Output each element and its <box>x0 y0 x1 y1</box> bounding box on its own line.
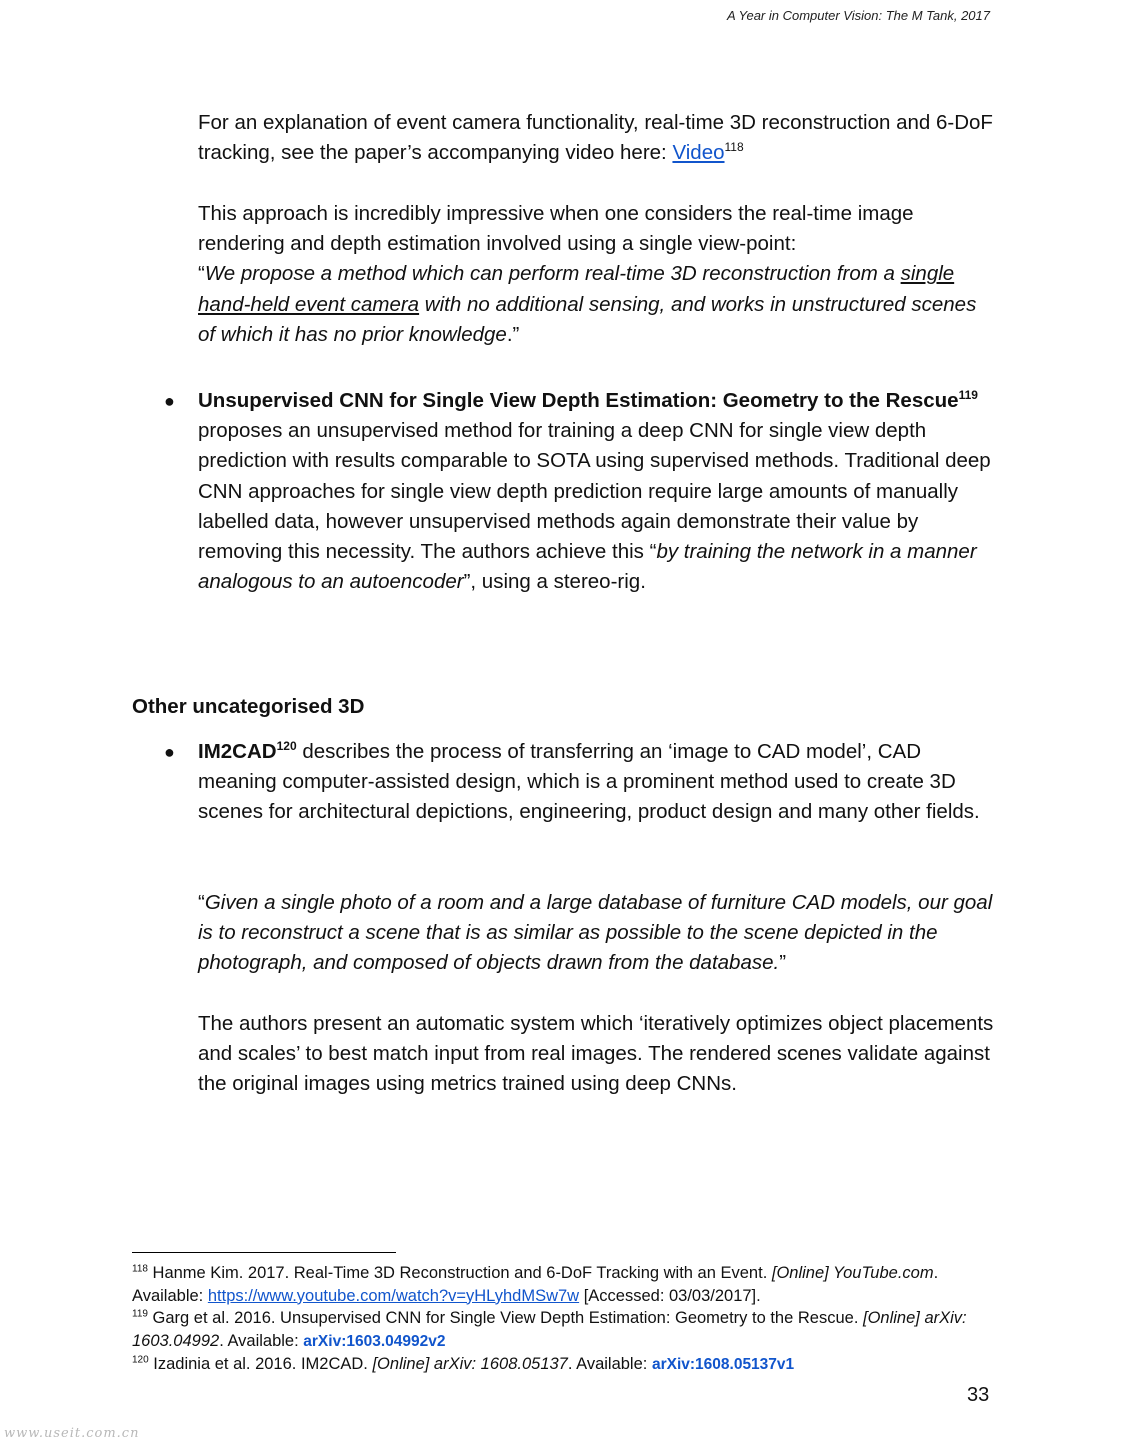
approach-intro: This approach is incredibly impressive when one considers the real-time image rendering and depth estimation involved using a single view-point: <box>198 202 914 256</box>
bullet-dot: ● <box>164 391 175 411</box>
footnote-ref-118[interactable]: 118 <box>724 140 744 155</box>
underlined-phrase: single hand-held event camera <box>198 262 955 316</box>
footnote-ref-119[interactable]: 119 <box>958 388 978 403</box>
arxiv-link-1608[interactable]: arXiv:1608.05137v1 <box>651 1356 795 1373</box>
video-paragraph <box>198 108 998 168</box>
im2cad-closing-paragraph: The authors present an automatic system which ‘iteratively optimizes object placements and scales’ to best match input from real images. The rendered scenes validate against the original images using metrics trained using deep CNNs. <box>198 1012 994 1096</box>
watermark: www.useit.com.cn <box>4 1426 140 1441</box>
section-heading: Other uncategorised 3D <box>132 695 365 718</box>
video-paragraph-text: For an explanation of event camera functionality, real-time 3D reconstruction and 6-DoF tracking, see the paper’s accompanying video here: <box>198 111 993 165</box>
approach-quote: “We propose a method which can perform real-time 3D reconstruction from a single hand-held event camera with no additional sensing, and works in unstructured scenes of which it has no prior knowledge.” <box>198 262 977 346</box>
im2cad-quote: “Given a single photo of a room and a large database of furniture CAD models, our goal is to reconstruct a scene that is as similar as possible to the scene depicted in the photograph, and composed of objects drawn from the database.” <box>198 891 993 975</box>
arxiv-link-1603[interactable]: arXiv:1603.04992v2 <box>303 1332 446 1350</box>
footnote-120: $^{120}$ Izadinia et al. 2016. IM2CAD. [Online] arXiv: 1608.05137. Available: arXiv:1608.05137v1 <box>132 1354 795 1373</box>
running-header: A Year in Computer Vision: The M Tank, 2017 <box>726 8 990 23</box>
footnote-118: $^{118}$ Hanme Kim. 2017. Real-Time 3D Reconstruction and 6-DoF Tracking with an Event. [Online] YouTube.com. Available: https://www.youtube.com/watch?v=yHLyhdMSw7w [Accessed: 03/03/2017]. <box>132 1263 939 1305</box>
bullet-unsupervised-cnn: ● Unsupervised CNN for Single View Depth Estimation: Geometry to the Rescue$^{119}$ proposes an unsupervised method for training a deep CNN for single view depth prediction with results comparable to SOTA using supervised methods. Traditional deep CNN approaches for single view depth prediction require large amounts of manually labelled data, however unsupervised methods again demonstrate their value by removing this necessity. The authors achieve this “by training the network in a manner analogous to an autoencoder”, using a stereo-rig. <box>198 386 998 597</box>
approach-paragraph <box>198 199 998 350</box>
bullet-title: IM2CAD <box>198 740 277 763</box>
footnote-119: $^{119}$ Garg et al. 2016. Unsupervised CNN for Single View Depth Estimation: Geometry to the Rescue. [Online] arXiv: 1603.04992. Available: arXiv:1603.04992v2 <box>132 1308 967 1350</box>
page-number: 33 <box>967 1384 990 1406</box>
bullet-im2cad: ● IM2CAD$^{120}$ describes the process of transferring an ‘image to CAD model’, CAD meaning computer-assisted design, which is a prominent method used to create 3D scenes for architectural depictions, engineering, product design and many other fields. <box>198 737 998 828</box>
youtube-link[interactable]: https://www.youtube.com/watch?v=yHLyhdMSw7w <box>207 1286 580 1305</box>
footnote-ref-120[interactable]: 120 <box>276 739 297 754</box>
bullet-dot: ● <box>164 742 175 762</box>
bullet-title: Unsupervised CNN for Single View Depth Estimation: Geometry to the Rescue <box>198 389 959 412</box>
video-link[interactable]: Video <box>672 141 725 165</box>
footnotes <box>132 1262 1002 1377</box>
footnote-separator <box>132 1252 396 1253</box>
